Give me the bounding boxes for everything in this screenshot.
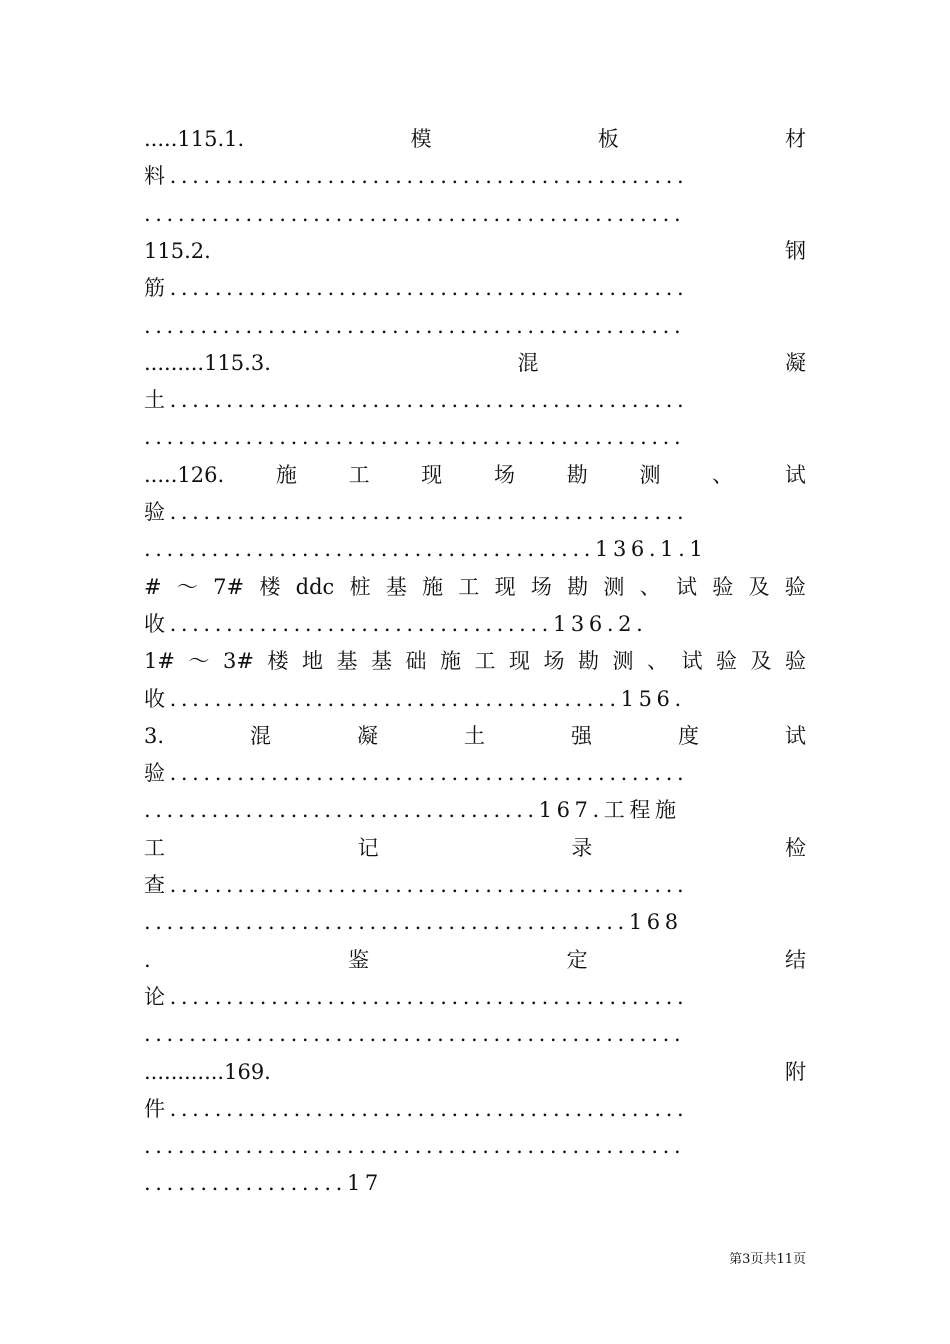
toc-line <box>144 385 806 415</box>
toc-token: 测 <box>603 574 625 599</box>
toc-token: 3. <box>144 723 165 748</box>
toc-token: 鉴 <box>348 947 370 972</box>
toc-token: ～ <box>188 649 210 674</box>
toc-token: 3# <box>222 649 254 674</box>
toc-token: ............169. <box>144 1059 271 1084</box>
toc-line <box>144 721 806 751</box>
toc-token: ........................................136.1.1 <box>144 537 708 562</box>
toc-line <box>144 1168 806 1198</box>
toc-token: 混 <box>517 350 539 375</box>
toc-token: 115.2. <box>144 238 211 263</box>
toc-token: 收........................................156. <box>144 686 686 711</box>
toc-token: ...........................................168 <box>144 910 683 935</box>
toc-token: 现 <box>494 574 516 599</box>
toc-token: 场 <box>543 649 565 674</box>
toc-token: 基 <box>336 649 358 674</box>
toc-token: ～ <box>176 574 198 599</box>
toc-token: 试 <box>784 462 806 487</box>
toc-token: 及 <box>748 574 770 599</box>
toc-line <box>144 870 806 900</box>
toc-line <box>144 907 806 937</box>
toc-token: 1# <box>144 649 175 674</box>
toc-token: 桩 <box>349 574 371 599</box>
toc-token: 验 <box>712 574 734 599</box>
toc-token: 板 <box>597 127 619 151</box>
toc-line <box>144 273 806 303</box>
toc-line <box>144 497 806 527</box>
toc-token: 验 <box>784 649 806 674</box>
toc-token: 及 <box>750 649 772 674</box>
toc-token: 收..................................136.2. <box>144 611 648 636</box>
toc-token: 检 <box>784 835 806 860</box>
toc-line <box>144 982 806 1012</box>
toc-token: 料.............................................. <box>144 164 689 189</box>
page-number-text: 第3页共11页 <box>729 1252 806 1267</box>
toc-token: ................................................ <box>144 201 686 226</box>
toc-token: 工 <box>144 835 165 860</box>
toc-line <box>144 1131 806 1161</box>
toc-token: ................................................ <box>144 313 686 338</box>
toc-token: 件.............................................. <box>144 1096 689 1121</box>
toc-token: 、 <box>712 462 734 487</box>
toc-token: 基 <box>370 649 392 674</box>
toc-token: . <box>144 947 151 972</box>
toc-token: 现 <box>421 462 443 487</box>
toc-token: 现 <box>508 649 530 674</box>
toc-line <box>144 534 806 564</box>
toc-token: 录 <box>571 835 593 860</box>
toc-token: 试 <box>675 574 697 599</box>
toc-line <box>144 460 806 490</box>
toc-token: 勘 <box>566 462 588 487</box>
toc-token: ddc <box>295 574 335 599</box>
toc-token: 施 <box>439 649 461 674</box>
toc-token: ................................................ <box>144 425 686 450</box>
toc-token: # <box>144 574 162 599</box>
toc-token: 施 <box>275 462 297 487</box>
toc-token: .....126. <box>144 462 225 487</box>
toc-token: 结 <box>785 947 806 972</box>
toc-token: 度 <box>677 723 699 748</box>
toc-token: 凝 <box>357 723 379 748</box>
toc-token: 验.............................................. <box>144 500 689 524</box>
toc-token: 模 <box>410 127 432 151</box>
toc-line <box>144 572 806 602</box>
toc-token: 场 <box>530 574 552 599</box>
toc-token: .....115.1. <box>144 127 245 151</box>
toc-token: 工 <box>348 462 370 487</box>
toc-token: 测 <box>639 462 661 487</box>
toc-line <box>144 1094 806 1124</box>
toc-token: ..................17 <box>144 1171 383 1196</box>
toc-token: 土.............................................. <box>144 388 689 413</box>
toc-line <box>144 1019 806 1049</box>
toc-token: 场 <box>494 462 516 487</box>
toc-token: 混 <box>250 723 272 748</box>
toc-token: 定 <box>566 947 588 972</box>
toc-token: 工 <box>474 649 496 674</box>
toc-token: 土 <box>464 723 485 748</box>
toc-token: 、 <box>646 649 668 674</box>
toc-line <box>144 199 806 229</box>
toc-token: 验 <box>715 649 737 674</box>
toc-token: 楼 <box>259 574 281 599</box>
toc-line <box>144 422 806 452</box>
toc-line <box>144 609 806 639</box>
toc-token: 材 <box>784 127 806 151</box>
toc-token: 础 <box>405 649 427 674</box>
toc-token: 基 <box>385 574 407 599</box>
toc-token: 施 <box>422 574 444 599</box>
toc-token: 钢 <box>785 238 806 263</box>
toc-line <box>144 311 806 341</box>
toc-line <box>144 161 806 191</box>
toc-token: 7# <box>213 574 245 599</box>
toc-token: 试 <box>681 649 703 674</box>
toc-line <box>144 348 806 378</box>
toc-token: 工 <box>458 574 480 599</box>
toc-token: 强 <box>570 723 592 748</box>
toc-token: 试 <box>784 723 806 748</box>
toc-token: 查.............................................. <box>144 873 689 897</box>
toc-token: 勘 <box>567 574 589 599</box>
toc-token: ................................................ <box>144 1022 686 1047</box>
toc-token: 凝 <box>785 350 806 375</box>
toc-token: 附 <box>785 1059 806 1084</box>
toc-token: ...................................167.工程施 <box>144 798 681 823</box>
toc-token: 论.............................................. <box>144 984 689 1009</box>
toc-token: 、 <box>639 574 661 599</box>
page-number-footer <box>700 1248 806 1267</box>
toc-line <box>144 945 806 975</box>
toc-line <box>144 795 806 825</box>
toc-line <box>144 833 806 863</box>
toc-token: 勘 <box>577 649 599 674</box>
toc-token: 记 <box>357 835 379 860</box>
toc-token: .........115.3. <box>144 350 271 375</box>
toc-line <box>144 124 806 154</box>
toc-token: 地 <box>301 649 323 674</box>
toc-token: 验 <box>784 574 806 599</box>
toc-line <box>144 1057 806 1087</box>
toc-line <box>144 758 806 788</box>
toc-token: ................................................ <box>144 1134 686 1159</box>
toc-token: 楼 <box>267 649 289 674</box>
toc-token: 测 <box>612 649 634 674</box>
toc-line <box>144 684 806 714</box>
toc-line <box>144 236 806 266</box>
toc-line <box>144 646 806 676</box>
toc-token: 验.............................................. <box>144 761 689 786</box>
toc-token: 筋.............................................. <box>144 276 689 301</box>
